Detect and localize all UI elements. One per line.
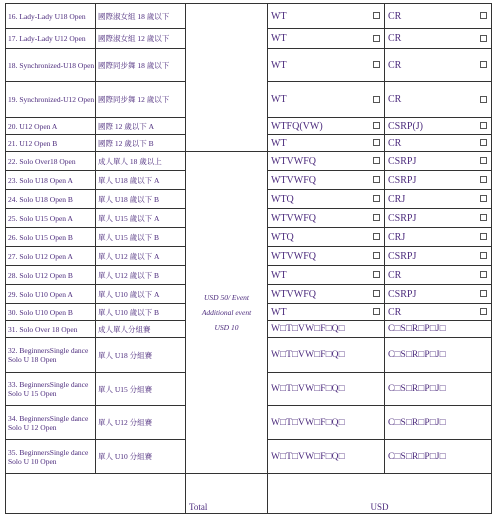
- latin-dances-option[interactable]: [385, 118, 492, 135]
- latin-dances-label: CR: [388, 137, 402, 149]
- standard-dances-label: WTVWFQ: [271, 250, 316, 262]
- event-name-cell: [6, 209, 96, 228]
- event-chinese-name: 單人 U18 分組賽: [96, 338, 186, 373]
- event-number: 29.: [8, 289, 18, 299]
- latin-dances-option[interactable]: [385, 321, 492, 338]
- standard-dances-label: WT: [271, 59, 287, 71]
- event-name: Synchronized-U12 Open: [19, 95, 95, 104]
- event-name-cell: [6, 118, 96, 135]
- checkbox[interactable]: [480, 61, 487, 68]
- event-name-cell: [6, 4, 96, 29]
- event-name: Synchronized-U18 Open: [19, 60, 95, 70]
- standard-dances-option[interactable]: [268, 29, 385, 49]
- latin-dances-option[interactable]: [385, 209, 492, 228]
- event-name: Solo U18 Open A: [19, 175, 73, 185]
- checkbox[interactable]: [480, 12, 487, 19]
- event-name: BeginnersSingle dance Solo U 18 Open: [8, 346, 89, 364]
- event-name: Lady-Lady U12 Open: [19, 34, 86, 43]
- standard-dances-label: WTQ: [271, 231, 294, 243]
- checkbox[interactable]: [373, 157, 380, 164]
- event-name-cell: [6, 228, 96, 247]
- event-name-cell: [6, 406, 96, 440]
- standard-dances-label: WT: [271, 137, 287, 149]
- event-name-cell: [6, 190, 96, 209]
- checkbox[interactable]: [373, 308, 380, 315]
- latin-dances-option[interactable]: [385, 440, 492, 474]
- event-name: Solo U12 Open B: [19, 270, 73, 280]
- event-chinese-name: 單人 U10 歲以下 A: [96, 285, 186, 304]
- standard-dances-label: WTVWFQ: [271, 288, 316, 300]
- event-number: 30.: [8, 307, 18, 317]
- event-chinese-name: 成人單人分組賽: [96, 321, 186, 338]
- checkbox[interactable]: [480, 35, 487, 42]
- checkbox[interactable]: [373, 35, 380, 42]
- latin-dances-label: CSRP(J): [388, 120, 424, 132]
- checkbox[interactable]: [480, 233, 487, 240]
- latin-dances-option[interactable]: [385, 4, 492, 29]
- entry-fee-text: USD 50/ Event: [204, 293, 249, 302]
- standard-dances-option[interactable]: [268, 266, 385, 285]
- latin-dances-label: C□S□R□P□J□: [388, 350, 446, 360]
- event-name-cell: [6, 152, 96, 171]
- event-name: Solo U15 Open B: [19, 232, 73, 242]
- standard-dances-option[interactable]: [268, 247, 385, 266]
- checkbox[interactable]: [373, 61, 380, 68]
- table-row: [6, 4, 492, 29]
- latin-dances-option[interactable]: [385, 266, 492, 285]
- event-name-cell: [6, 304, 96, 321]
- event-chinese-name: 單人 U12 分組賽: [96, 406, 186, 440]
- standard-dances-label: WTVWFQ: [271, 174, 316, 186]
- event-name: U12 Open A: [19, 121, 58, 131]
- event-name-cell: [6, 285, 96, 304]
- event-chinese-name: 單人 U10 歲以下 B: [96, 304, 186, 321]
- event-name-cell: [6, 440, 96, 474]
- standard-dances-option[interactable]: [268, 406, 385, 440]
- checkbox[interactable]: [480, 176, 487, 183]
- entry-fee-cell: [186, 152, 268, 474]
- latin-dances-label: CR: [388, 59, 402, 71]
- entry-fee-text: Additional event: [201, 308, 252, 317]
- checkbox[interactable]: [480, 290, 487, 297]
- event-number: 32.: [8, 346, 18, 355]
- latin-dances-label: CSRPJ: [388, 174, 417, 186]
- event-name: Solo U10 Open B: [19, 307, 73, 317]
- standard-dances-label: WT: [271, 10, 287, 22]
- event-chinese-name: 國際 12 歲以下 B: [96, 135, 186, 152]
- standard-dances-label: W□T□VW□F□Q□: [271, 451, 345, 462]
- latin-dances-option[interactable]: [385, 338, 492, 373]
- event-name: U12 Open B: [19, 138, 58, 148]
- checkbox[interactable]: [480, 252, 487, 259]
- event-number: 16.: [8, 11, 18, 21]
- event-chinese-name: 國際同步舞 18 歲以下: [96, 49, 186, 82]
- event-number: 28.: [8, 270, 18, 280]
- event-chinese-name: 單人 U10 分組賽: [96, 440, 186, 474]
- latin-dances-option[interactable]: [385, 152, 492, 171]
- standard-dances-option[interactable]: [268, 118, 385, 135]
- checkbox[interactable]: [480, 157, 487, 164]
- event-name-cell: [6, 247, 96, 266]
- table-row: [6, 152, 492, 171]
- event-chinese-name: 單人 U12 歲以下 B: [96, 266, 186, 285]
- latin-dances-label: CSRPJ: [388, 288, 417, 300]
- latin-dances-option[interactable]: [385, 373, 492, 406]
- total-blank-cell: [6, 474, 186, 514]
- standard-dances-label: WTVWFQ: [271, 155, 316, 167]
- latin-dances-option[interactable]: [385, 29, 492, 49]
- standard-dances-label: WTVWFQ: [271, 212, 316, 224]
- standard-dances-option[interactable]: [268, 49, 385, 82]
- event-number: 20.: [8, 121, 18, 131]
- standard-dances-option[interactable]: [268, 285, 385, 304]
- latin-dances-option[interactable]: [385, 190, 492, 209]
- latin-dances-label: CR: [388, 94, 402, 105]
- latin-dances-option[interactable]: [385, 247, 492, 266]
- standard-dances-label: W□T□VW□F□Q□: [271, 324, 345, 334]
- latin-dances-label: CRJ: [388, 231, 406, 243]
- event-chinese-name: 國際淑女組 18 歲以下: [96, 4, 186, 29]
- standard-dances-label: WTFQ(VW): [271, 120, 323, 132]
- event-name-cell: [6, 82, 96, 118]
- latin-dances-label: CSRPJ: [388, 212, 417, 224]
- latin-dances-option[interactable]: [385, 49, 492, 82]
- event-table: [5, 3, 492, 514]
- latin-dances-option[interactable]: [385, 228, 492, 247]
- event-name: Lady-Lady U18 Open: [19, 11, 86, 21]
- standard-dances-option[interactable]: [268, 209, 385, 228]
- checkbox[interactable]: [480, 271, 487, 278]
- event-name: Solo U12 Open A: [19, 251, 73, 261]
- event-name: Solo Over 18 Open: [19, 324, 78, 334]
- standard-dances-option[interactable]: [268, 440, 385, 474]
- event-name: Solo Over18 Open: [19, 156, 76, 166]
- total-amount: USD: [268, 474, 492, 514]
- standard-dances-option[interactable]: [268, 321, 385, 338]
- latin-dances-option[interactable]: [385, 82, 492, 118]
- event-chinese-name: 單人 U15 歲以下 B: [96, 228, 186, 247]
- event-chinese-name: 單人 U12 歲以下 A: [96, 247, 186, 266]
- event-chinese-name: 成人單人 18 歲以上: [96, 152, 186, 171]
- event-number: 19.: [8, 95, 18, 104]
- latin-dances-label: CSRPJ: [388, 250, 417, 262]
- latin-dances-label: C□S□R□P□J□: [388, 324, 446, 334]
- standard-dances-label: W□T□VW□F□Q□: [271, 417, 345, 428]
- checkbox[interactable]: [373, 271, 380, 278]
- event-number: 35.: [8, 447, 18, 457]
- standard-dances-label: WT: [271, 33, 287, 44]
- event-name: BeginnersSingle dance Solo U 12 Open: [8, 413, 89, 432]
- latin-dances-option[interactable]: [385, 171, 492, 190]
- checkbox[interactable]: [373, 195, 380, 202]
- event-number: 24.: [8, 194, 18, 204]
- standard-dances-label: WT: [271, 306, 287, 318]
- event-number: 34.: [8, 413, 18, 423]
- checkbox[interactable]: [480, 214, 487, 221]
- checkbox[interactable]: [480, 139, 487, 146]
- event-name-cell: [6, 135, 96, 152]
- event-name-cell: [6, 171, 96, 190]
- event-name-cell: [6, 321, 96, 338]
- checkbox[interactable]: [480, 195, 487, 202]
- event-number: 33.: [8, 380, 18, 389]
- checkbox[interactable]: [480, 122, 487, 129]
- checkbox[interactable]: [373, 176, 380, 183]
- standard-dances-option[interactable]: [268, 171, 385, 190]
- standard-dances-label: WT: [271, 269, 287, 281]
- latin-dances-label: C□S□R□P□J□: [388, 417, 446, 428]
- event-number: 27.: [8, 251, 18, 261]
- entry-fee-text: USD 10: [214, 323, 239, 332]
- standard-dances-option[interactable]: [268, 338, 385, 373]
- checkbox[interactable]: [373, 233, 380, 240]
- event-number: 21.: [8, 138, 18, 148]
- checkbox[interactable]: [373, 96, 380, 103]
- latin-dances-label: CSRPJ: [388, 155, 417, 167]
- latin-dances-label: CR: [388, 306, 402, 318]
- checkbox[interactable]: [373, 12, 380, 19]
- standard-dances-option[interactable]: [268, 135, 385, 152]
- event-chinese-name: 單人 U15 分組賽: [96, 373, 186, 406]
- standard-dances-option[interactable]: [268, 4, 385, 29]
- event-number: 25.: [8, 213, 18, 223]
- latin-dances-label: CR: [388, 33, 402, 44]
- standard-dances-label: W□T□VW□F□Q□: [271, 384, 345, 394]
- event-name-cell: [6, 373, 96, 406]
- latin-dances-option[interactable]: [385, 304, 492, 321]
- latin-dances-label: C□S□R□P□J□: [388, 384, 446, 394]
- checkbox[interactable]: [480, 96, 487, 103]
- event-chinese-name: 國際淑女組 12 歲以下: [96, 29, 186, 49]
- standard-dances-option[interactable]: [268, 373, 385, 406]
- event-name-cell: [6, 29, 96, 49]
- fee-cell-blank: [186, 4, 268, 152]
- event-number: 18.: [8, 60, 18, 70]
- standard-dances-option[interactable]: [268, 228, 385, 247]
- event-number: 26.: [8, 232, 18, 242]
- standard-dances-option[interactable]: [268, 190, 385, 209]
- total-row: [6, 474, 492, 514]
- event-name: BeginnersSingle dance Solo U 10 Open: [8, 447, 89, 466]
- standard-dances-option[interactable]: [268, 152, 385, 171]
- standard-dances-option[interactable]: [268, 304, 385, 321]
- checkbox[interactable]: [480, 308, 487, 315]
- event-number: 22.: [8, 156, 18, 166]
- event-name-cell: [6, 266, 96, 285]
- checkbox[interactable]: [373, 214, 380, 221]
- event-entry-form: [5, 3, 491, 514]
- event-chinese-name: 單人 U18 歲以下 B: [96, 190, 186, 209]
- checkbox[interactable]: [373, 139, 380, 146]
- event-name: BeginnersSingle dance Solo U 15 Open: [8, 380, 89, 398]
- event-name-cell: [6, 338, 96, 373]
- latin-dances-label: C□S□R□P□J□: [388, 451, 446, 462]
- total-label: Total: [186, 474, 268, 514]
- latin-dances-option[interactable]: [385, 406, 492, 440]
- latin-dances-option[interactable]: [385, 135, 492, 152]
- event-chinese-name: 單人 U15 歲以下 A: [96, 209, 186, 228]
- standard-dances-label: W□T□VW□F□Q□: [271, 350, 345, 360]
- event-name: Solo U15 Open A: [19, 213, 73, 223]
- event-name: Solo U10 Open A: [19, 289, 73, 299]
- checkbox[interactable]: [373, 290, 380, 297]
- event-name: Solo U18 Open B: [19, 194, 73, 204]
- standard-dances-label: WTQ: [271, 193, 294, 205]
- event-chinese-name: 單人 U18 歲以下 A: [96, 171, 186, 190]
- event-number: 31.: [8, 324, 18, 334]
- latin-dances-label: CR: [388, 269, 402, 281]
- event-chinese-name: 國際同步舞 12 歲以下: [96, 82, 186, 118]
- latin-dances-label: CR: [388, 10, 402, 22]
- checkbox[interactable]: [373, 122, 380, 129]
- event-number: 17.: [8, 34, 18, 43]
- checkbox[interactable]: [373, 252, 380, 259]
- event-chinese-name: 國際 12 歲以下 A: [96, 118, 186, 135]
- standard-dances-option[interactable]: [268, 82, 385, 118]
- latin-dances-label: CRJ: [388, 193, 406, 205]
- event-number: 23.: [8, 175, 18, 185]
- standard-dances-label: WT: [271, 94, 287, 105]
- latin-dances-option[interactable]: [385, 285, 492, 304]
- event-name-cell: [6, 49, 96, 82]
